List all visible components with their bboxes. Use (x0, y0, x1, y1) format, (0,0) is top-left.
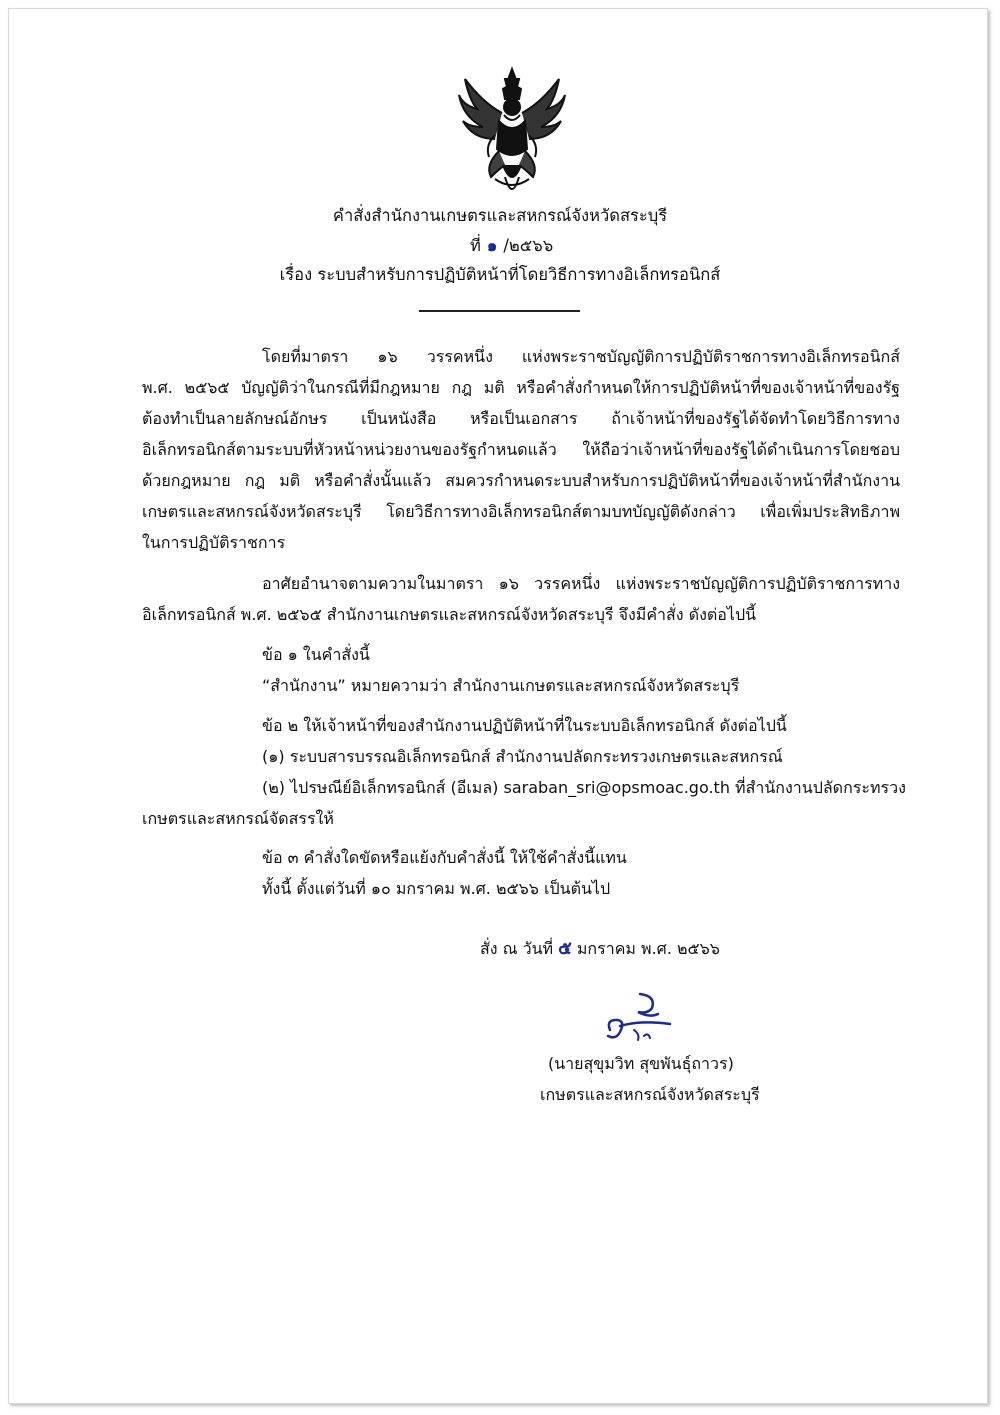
order-title: คำสั่งสำนักงานเกษตรและสหกรณ์จังหวัดสระบุรี (332, 206, 668, 225)
signer-position: เกษตรและสหกรณ์จังหวัดสระบุรี (540, 1085, 760, 1104)
para1-line: โดยที่มาตรา ๑๖ วรรคหนึ่ง แห่งพระราชบัญญัติการปฏิบัติราชการทางอิเล็กทรอนิกส์ (262, 347, 900, 366)
divider-rule (419, 310, 580, 312)
item3: ข้อ ๓ คำสั่งใดขัดหรือแย้งกับคำสั่งนี้ ให้ใช้คำสั่งนี้แทน (262, 848, 627, 867)
item1-title: ข้อ ๑ ในคำสั่งนี้ (262, 645, 370, 664)
para1-line: อิเล็กทรอนิกส์ตามระบบที่หัวหน้าหน่วยงานของรัฐกำหนดแล้ว ให้ถือว่าเจ้าหน้าที่ของรัฐได้ดำเนินการโดยชอบ (142, 440, 900, 459)
para1-line: ด้วยกฎหมาย กฎ มติ หรือคำสั่งนั้นแล้ว สมควรกำหนดระบบสำหรับการปฏิบัติหน้าที่ของเจ้าหน้าที่สำนักงาน (142, 471, 900, 490)
para2-line: อาศัยอำนาจตามความในมาตรา ๑๖ วรรคหนึ่ง แห่งพระราชบัญญัติการปฏิบัติราชการทาง (262, 574, 900, 593)
item1-definition: “สำนักงาน” หมายความว่า สำนักงานเกษตรและสหกรณ์จังหวัดสระบุรี (262, 676, 740, 695)
effective-date: ทั้งนี้ ตั้งแต่วันที่ ๑๐ มกราคม พ.ศ. ๒๕๖๖ เป็นต้นไป (262, 879, 611, 898)
para1-line: ต้องทำเป็นลายลักษณ์อักษร เป็นหนังสือ หรือเป็นเอกสาร ถ้าเจ้าหน้าที่ของรัฐได้จัดทำโดยวิธีการทาง (142, 409, 900, 428)
para2-line: อิเล็กทรอนิกส์ พ.ศ. ๒๕๖๕ สำนักงานเกษตรและสหกรณ์จังหวัดสระบุรี จึงมีคำสั่ง ดังต่อไปนี้ (142, 605, 757, 624)
para1-line: เกษตรและสหกรณ์จังหวัดสระบุรี โดยวิธีการทางอิเล็กทรอนิกส์ตามบทบัญญัติดังกล่าว เพื่อเพิ่มประสิทธิภาพ (142, 502, 900, 521)
signing-date-handwritten: ๕ (558, 938, 572, 959)
signing-date-suffix: มกราคม พ.ศ. ๒๕๖๖ (576, 939, 720, 958)
signing-date (480, 939, 720, 959)
order-number-handwritten: ๑ (486, 236, 498, 255)
item2-subitem-2-cont: เกษตรและสหกรณ์จัดสรรให้ (142, 809, 334, 828)
item2-subitem-2: (๒) ไปรษณีย์อิเล็กทรอนิกส์ (อีเมล) saraban_sri@opsmoac.go.th ที่สำนักงานปลัดกระทรวง (262, 778, 906, 797)
order-number-year: /๒๕๖๖ (503, 236, 554, 255)
garuda-emblem (455, 65, 570, 205)
item2-subitem-1: (๑) ระบบสารบรรณอิเล็กทรอนิกส์ สำนักงานปลัดกระทรวงเกษตรและสหกรณ์ (262, 747, 783, 766)
item2-title: ข้อ ๒ ให้เจ้าหน้าที่ของสำนักงานปฏิบัติหน้าที่ในระบบอิเล็กทรอนิกส์ ดังต่อไปนี้ (262, 716, 787, 735)
para1-line: ในการปฏิบัติราชการ (142, 533, 286, 552)
handwritten-signature (600, 990, 680, 1050)
order-number (470, 233, 553, 259)
order-number-prefix: ที่ (470, 236, 481, 255)
order-subject: เรื่อง ระบบสำหรับการปฏิบัติหน้าที่โดยวิธีการทางอิเล็กทรอนิกส์ (279, 265, 721, 284)
signing-date-prefix: สั่ง ณ วันที่ (480, 939, 554, 958)
signer-name: (นายสุขุมวิท สุขพันธุ์ถาวร) (548, 1054, 734, 1073)
para1-line: พ.ศ. ๒๕๖๕ บัญญัติว่าในกรณีที่มีกฎหมาย กฎ มติ หรือคำสั่งกำหนดให้การปฏิบัติหน้าที่ของเจ้าหน้าที่ของรัฐ (142, 378, 900, 397)
